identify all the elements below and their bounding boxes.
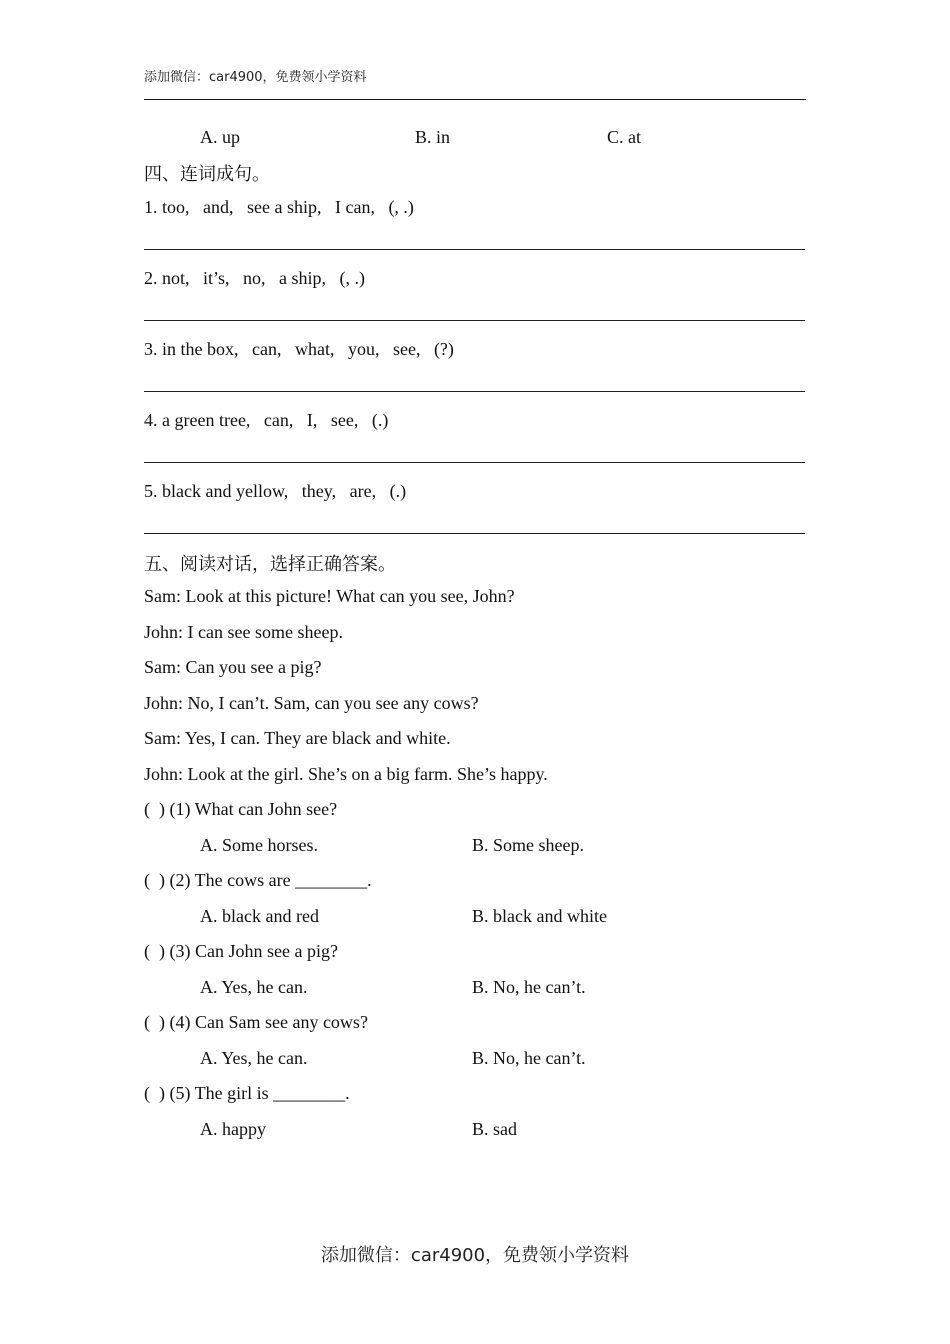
prev-option-b: B. in <box>415 127 451 147</box>
dialogue-line: Sam: Can you see a pig? <box>144 657 322 677</box>
answer-line-3 <box>144 391 805 392</box>
dialogue-line: John: I can see some sheep. <box>144 622 343 642</box>
question-2-option-a: A. black and red <box>200 906 319 926</box>
question-1-option-b: B. Some sheep. <box>472 835 584 855</box>
question-5: ( ) (5) The girl is ________. <box>144 1083 350 1103</box>
section4-title: 四、连词成句。 <box>144 164 270 185</box>
question-3: ( ) (3) Can John see a pig? <box>144 941 338 961</box>
question-5-option-b: B. sad <box>472 1119 517 1139</box>
prev-option-c: C. at <box>607 127 641 147</box>
dialogue-line: Sam: Look at this picture! What can you see, John? <box>144 586 515 606</box>
question-3-option-b: B. No, he can’t. <box>472 977 586 997</box>
section4-item-4: 4. a green tree, can, I, see, (.) <box>144 410 389 430</box>
question-1-option-a: A. Some horses. <box>200 835 318 855</box>
dialogue-line: John: No, I can’t. Sam, can you see any cows? <box>144 693 479 713</box>
dialogue-line: John: Look at the girl. She’s on a big farm. She’s happy. <box>144 764 548 784</box>
section5-title: 五、阅读对话，选择正确答案。 <box>144 554 396 575</box>
question-4-option-b: B. No, he can’t. <box>472 1048 586 1068</box>
footer-watermark: 添加微信：car4900，免费领小学资料 <box>320 1245 630 1266</box>
dialogue-line: Sam: Yes, I can. They are black and white. <box>144 728 451 748</box>
section4-item-5: 5. black and yellow, they, are, (.) <box>144 481 407 501</box>
question-1: ( ) (1) What can John see? <box>144 799 338 819</box>
answer-line-4 <box>144 462 805 463</box>
question-2: ( ) (2) The cows are ________. <box>144 870 372 890</box>
header-divider <box>144 99 806 100</box>
question-2-option-b: B. black and white <box>472 906 607 926</box>
section4-item-2: 2. not, it’s, no, a ship, (, .) <box>144 268 365 288</box>
answer-line-5 <box>144 533 805 534</box>
section4-item-1: 1. too, and, see a ship, I can, (, .) <box>144 197 414 217</box>
answer-line-2 <box>144 320 805 321</box>
header-watermark: 添加微信：car4900，免费领小学资料 <box>144 70 367 85</box>
prev-option-a: A. up <box>200 127 240 147</box>
section4-item-3: 3. in the box, can, what, you, see, (?) <box>144 339 454 359</box>
answer-line-1 <box>144 249 805 250</box>
question-4: ( ) (4) Can Sam see any cows? <box>144 1012 368 1032</box>
question-3-option-a: A. Yes, he can. <box>200 977 308 997</box>
question-5-option-a: A. happy <box>200 1119 266 1139</box>
question-4-option-a: A. Yes, he can. <box>200 1048 308 1068</box>
